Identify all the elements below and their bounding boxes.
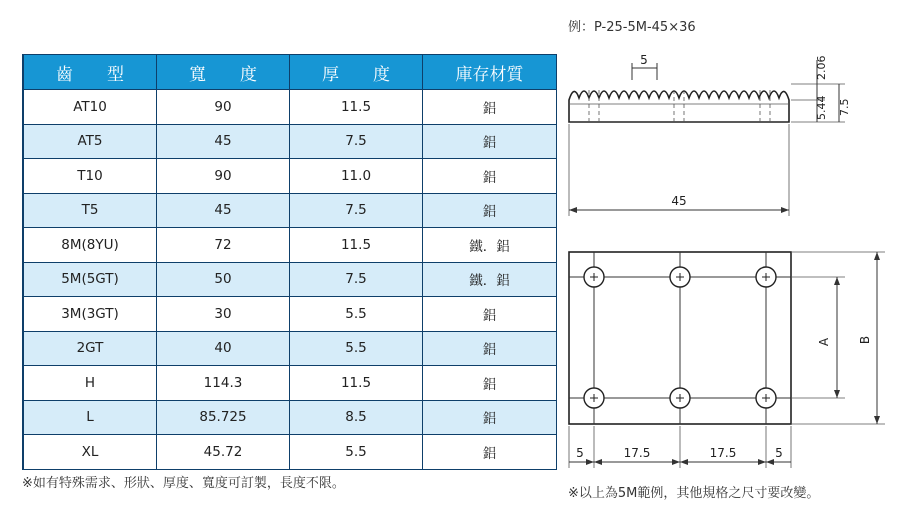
cell-material: 鋁 xyxy=(423,193,557,228)
cell-type: H xyxy=(24,366,157,401)
cell-material: 鋁 xyxy=(423,159,557,194)
cell-width: 45.72 xyxy=(157,435,290,470)
cell-type: 2GT xyxy=(24,331,157,366)
arrow-left xyxy=(569,207,577,213)
cell-type: T10 xyxy=(24,159,157,194)
tooth-height-label: 2.06 xyxy=(815,55,828,80)
cell-material: 鋁 xyxy=(423,366,557,401)
cell-type: 3M(3GT) xyxy=(24,297,157,332)
arrow-right xyxy=(781,207,789,213)
cell-thickness: 11.5 xyxy=(290,90,423,125)
bottom-dim-label: 17.5 xyxy=(709,446,737,460)
length-label: 45 xyxy=(671,194,687,208)
table-row xyxy=(24,124,557,159)
cell-material: 鋁 xyxy=(423,400,557,435)
table-row xyxy=(24,297,557,332)
cell-width: 72 xyxy=(157,228,290,263)
table-row xyxy=(24,159,557,194)
cell-width: 90 xyxy=(157,90,290,125)
cell-thickness: 11.0 xyxy=(290,159,423,194)
header-width: 寬 度 xyxy=(157,55,290,90)
cell-type: T5 xyxy=(24,193,157,228)
example-code: 例：P-25-5M-45×36 xyxy=(568,20,696,35)
table-row xyxy=(24,400,557,435)
bottom-dim-label: 5 xyxy=(775,446,783,460)
table-row xyxy=(24,90,557,125)
table-header-row xyxy=(24,55,557,90)
table-row xyxy=(24,262,557,297)
cell-type: AT5 xyxy=(24,124,157,159)
pitch-label: 5 xyxy=(640,53,648,67)
cell-type: 8M(8YU) xyxy=(24,228,157,263)
header-tooth-type: 齒 型 xyxy=(24,55,157,90)
base-thickness-label: 5.44 xyxy=(815,95,828,120)
bottom-dim-label: 17.5 xyxy=(623,446,651,460)
total-thickness-label: 7.5 xyxy=(838,98,851,116)
cell-thickness: 7.5 xyxy=(290,124,423,159)
custom-order-note: ※如有特殊需求、形狀、厚度、寬度可訂製，長度不限。 xyxy=(22,476,345,491)
cell-thickness: 5.5 xyxy=(290,297,423,332)
cell-thickness: 5.5 xyxy=(290,331,423,366)
cell-type: XL xyxy=(24,435,157,470)
spec-table xyxy=(23,54,557,470)
cell-thickness: 5.5 xyxy=(290,435,423,470)
cell-thickness: 7.5 xyxy=(290,193,423,228)
dim-a-label: A xyxy=(817,337,831,347)
cell-width: 85.725 xyxy=(157,400,290,435)
spec-table-container xyxy=(22,54,557,470)
toothed-profile xyxy=(569,91,789,122)
cell-material: 鋁 xyxy=(423,331,557,366)
cell-width: 45 xyxy=(157,193,290,228)
cell-material: 鋁 xyxy=(423,90,557,125)
cell-thickness: 8.5 xyxy=(290,400,423,435)
cell-width: 45 xyxy=(157,124,290,159)
cell-material: 鐵．鋁 xyxy=(423,262,557,297)
cell-width: 114.3 xyxy=(157,366,290,401)
cell-width: 30 xyxy=(157,297,290,332)
cell-width: 90 xyxy=(157,159,290,194)
dim-b-label: B xyxy=(858,335,872,345)
spec-variation-note: ※以上為5M範例，其他規格之尺寸要改變。 xyxy=(568,486,820,501)
arrow-b-top xyxy=(874,252,880,260)
cell-thickness: 7.5 xyxy=(290,262,423,297)
table-row xyxy=(24,366,557,401)
table-row xyxy=(24,435,557,470)
cell-material: 鋁 xyxy=(423,297,557,332)
header-material: 庫存材質 xyxy=(423,55,557,90)
table-row xyxy=(24,331,557,366)
cell-width: 40 xyxy=(157,331,290,366)
table-row xyxy=(24,228,557,263)
cell-width: 50 xyxy=(157,262,290,297)
cell-material: 鐵．鋁 xyxy=(423,228,557,263)
arrow-a-bottom xyxy=(834,390,840,398)
cell-material: 鋁 xyxy=(423,124,557,159)
bottom-dim-label: 5 xyxy=(576,446,584,460)
cell-type: AT10 xyxy=(24,90,157,125)
cell-thickness: 11.5 xyxy=(290,228,423,263)
cell-type: 5M(5GT) xyxy=(24,262,157,297)
cell-material: 鋁 xyxy=(423,435,557,470)
cell-thickness: 11.5 xyxy=(290,366,423,401)
arrow-b-bottom xyxy=(874,416,880,424)
cell-type: L xyxy=(24,400,157,435)
table-row xyxy=(24,193,557,228)
header-thickness: 厚 度 xyxy=(290,55,423,90)
technical-drawing xyxy=(555,40,900,470)
arrow-a-top xyxy=(834,277,840,285)
